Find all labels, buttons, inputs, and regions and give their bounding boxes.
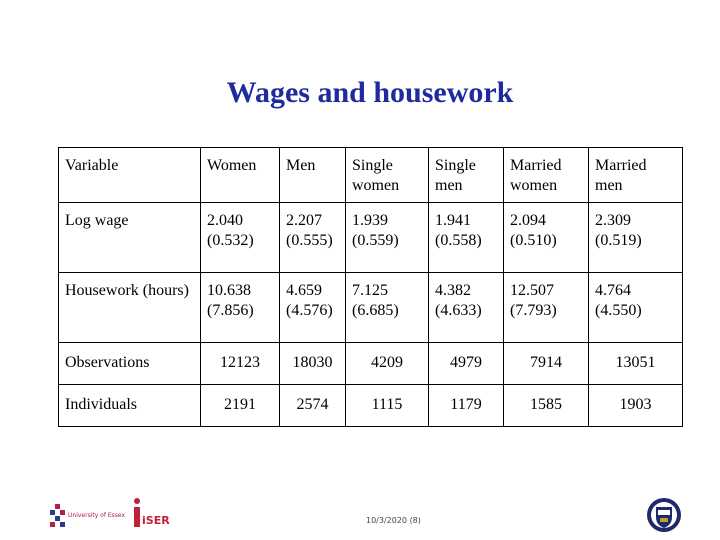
header-cell: Variable: [59, 148, 201, 203]
table-cell: 4979: [429, 343, 504, 385]
cell-value: 10.638: [207, 282, 251, 299]
table-cell: [589, 203, 683, 273]
table-row: [59, 343, 683, 385]
table-cell: [346, 203, 429, 273]
header-cell: Men: [280, 148, 346, 203]
cell-se: (4.550): [595, 302, 642, 319]
row-label: Log wage: [59, 203, 201, 273]
table-header-row: [59, 148, 683, 203]
cell-value: 2.309: [595, 212, 631, 229]
cell-value: 1.941: [435, 212, 471, 229]
table-cell: [346, 273, 429, 343]
table-cell: [429, 273, 504, 343]
essex-logo-text: University of Essex: [68, 512, 126, 519]
table-cell: [504, 203, 589, 273]
iser-logo-icon: [132, 497, 142, 529]
cell-se: (7.793): [510, 302, 557, 319]
cell-se: (6.685): [352, 302, 399, 319]
cell-value: 2.094: [510, 212, 546, 229]
oxford-crest-icon: [646, 496, 682, 534]
table-cell: 13051: [589, 343, 683, 385]
table-cell: [280, 273, 346, 343]
table-row: [59, 203, 683, 273]
cell-value: 12.507: [510, 282, 554, 299]
header-cell: Women: [201, 148, 280, 203]
table-cell: 2191: [201, 385, 280, 427]
cell-value: 1.939: [352, 212, 388, 229]
table-cell: [504, 273, 589, 343]
row-label: Housework (hours): [59, 273, 201, 343]
table-cell: 2574: [280, 385, 346, 427]
table-cell: [589, 273, 683, 343]
cell-se: (4.633): [435, 302, 482, 319]
table-row: [59, 273, 683, 343]
table-cell: 1179: [429, 385, 504, 427]
table-cell: 18030: [280, 343, 346, 385]
header-cell: Single women: [346, 148, 429, 203]
iser-logo: [132, 497, 172, 531]
table-cell: 7914: [504, 343, 589, 385]
cell-se: (0.519): [595, 232, 642, 249]
row-label: Observations: [59, 343, 201, 385]
cell-se: (4.576): [286, 302, 333, 319]
cell-se: (0.555): [286, 232, 333, 249]
table-cell: [429, 203, 504, 273]
table-cell: [201, 273, 280, 343]
table-cell: 1115: [346, 385, 429, 427]
table-cell: 4209: [346, 343, 429, 385]
table-row: [59, 385, 683, 427]
essex-logo: [50, 502, 130, 532]
cell-se: (0.510): [510, 232, 557, 249]
cell-se: (0.559): [352, 232, 399, 249]
cell-value: 4.659: [286, 282, 322, 299]
cell-value: 4.382: [435, 282, 471, 299]
table-cell: 1585: [504, 385, 589, 427]
table-cell: 12123: [201, 343, 280, 385]
cell-se: (7.856): [207, 302, 254, 319]
header-cell: Single men: [429, 148, 504, 203]
cell-value: 2.207: [286, 212, 322, 229]
table-cell: 1903: [589, 385, 683, 427]
table-cell: [201, 203, 280, 273]
oxford-crest: [646, 496, 682, 534]
page-title: Wages and housework: [226, 76, 514, 109]
row-label: Individuals: [59, 385, 201, 427]
header-cell: Married women: [504, 148, 589, 203]
cell-value: 4.764: [595, 282, 631, 299]
cell-se: (0.558): [435, 232, 482, 249]
slide-date: 10/3/2020 (8): [366, 516, 421, 525]
essex-logo-icon: [50, 504, 66, 530]
cell-value: 7.125: [352, 282, 388, 299]
cell-se: (0.532): [207, 232, 254, 249]
data-table: [58, 147, 683, 427]
table-cell: [280, 203, 346, 273]
header-cell: Married men: [589, 148, 683, 203]
cell-value: 2.040: [207, 212, 243, 229]
iser-logo-text: iSER: [142, 514, 170, 527]
